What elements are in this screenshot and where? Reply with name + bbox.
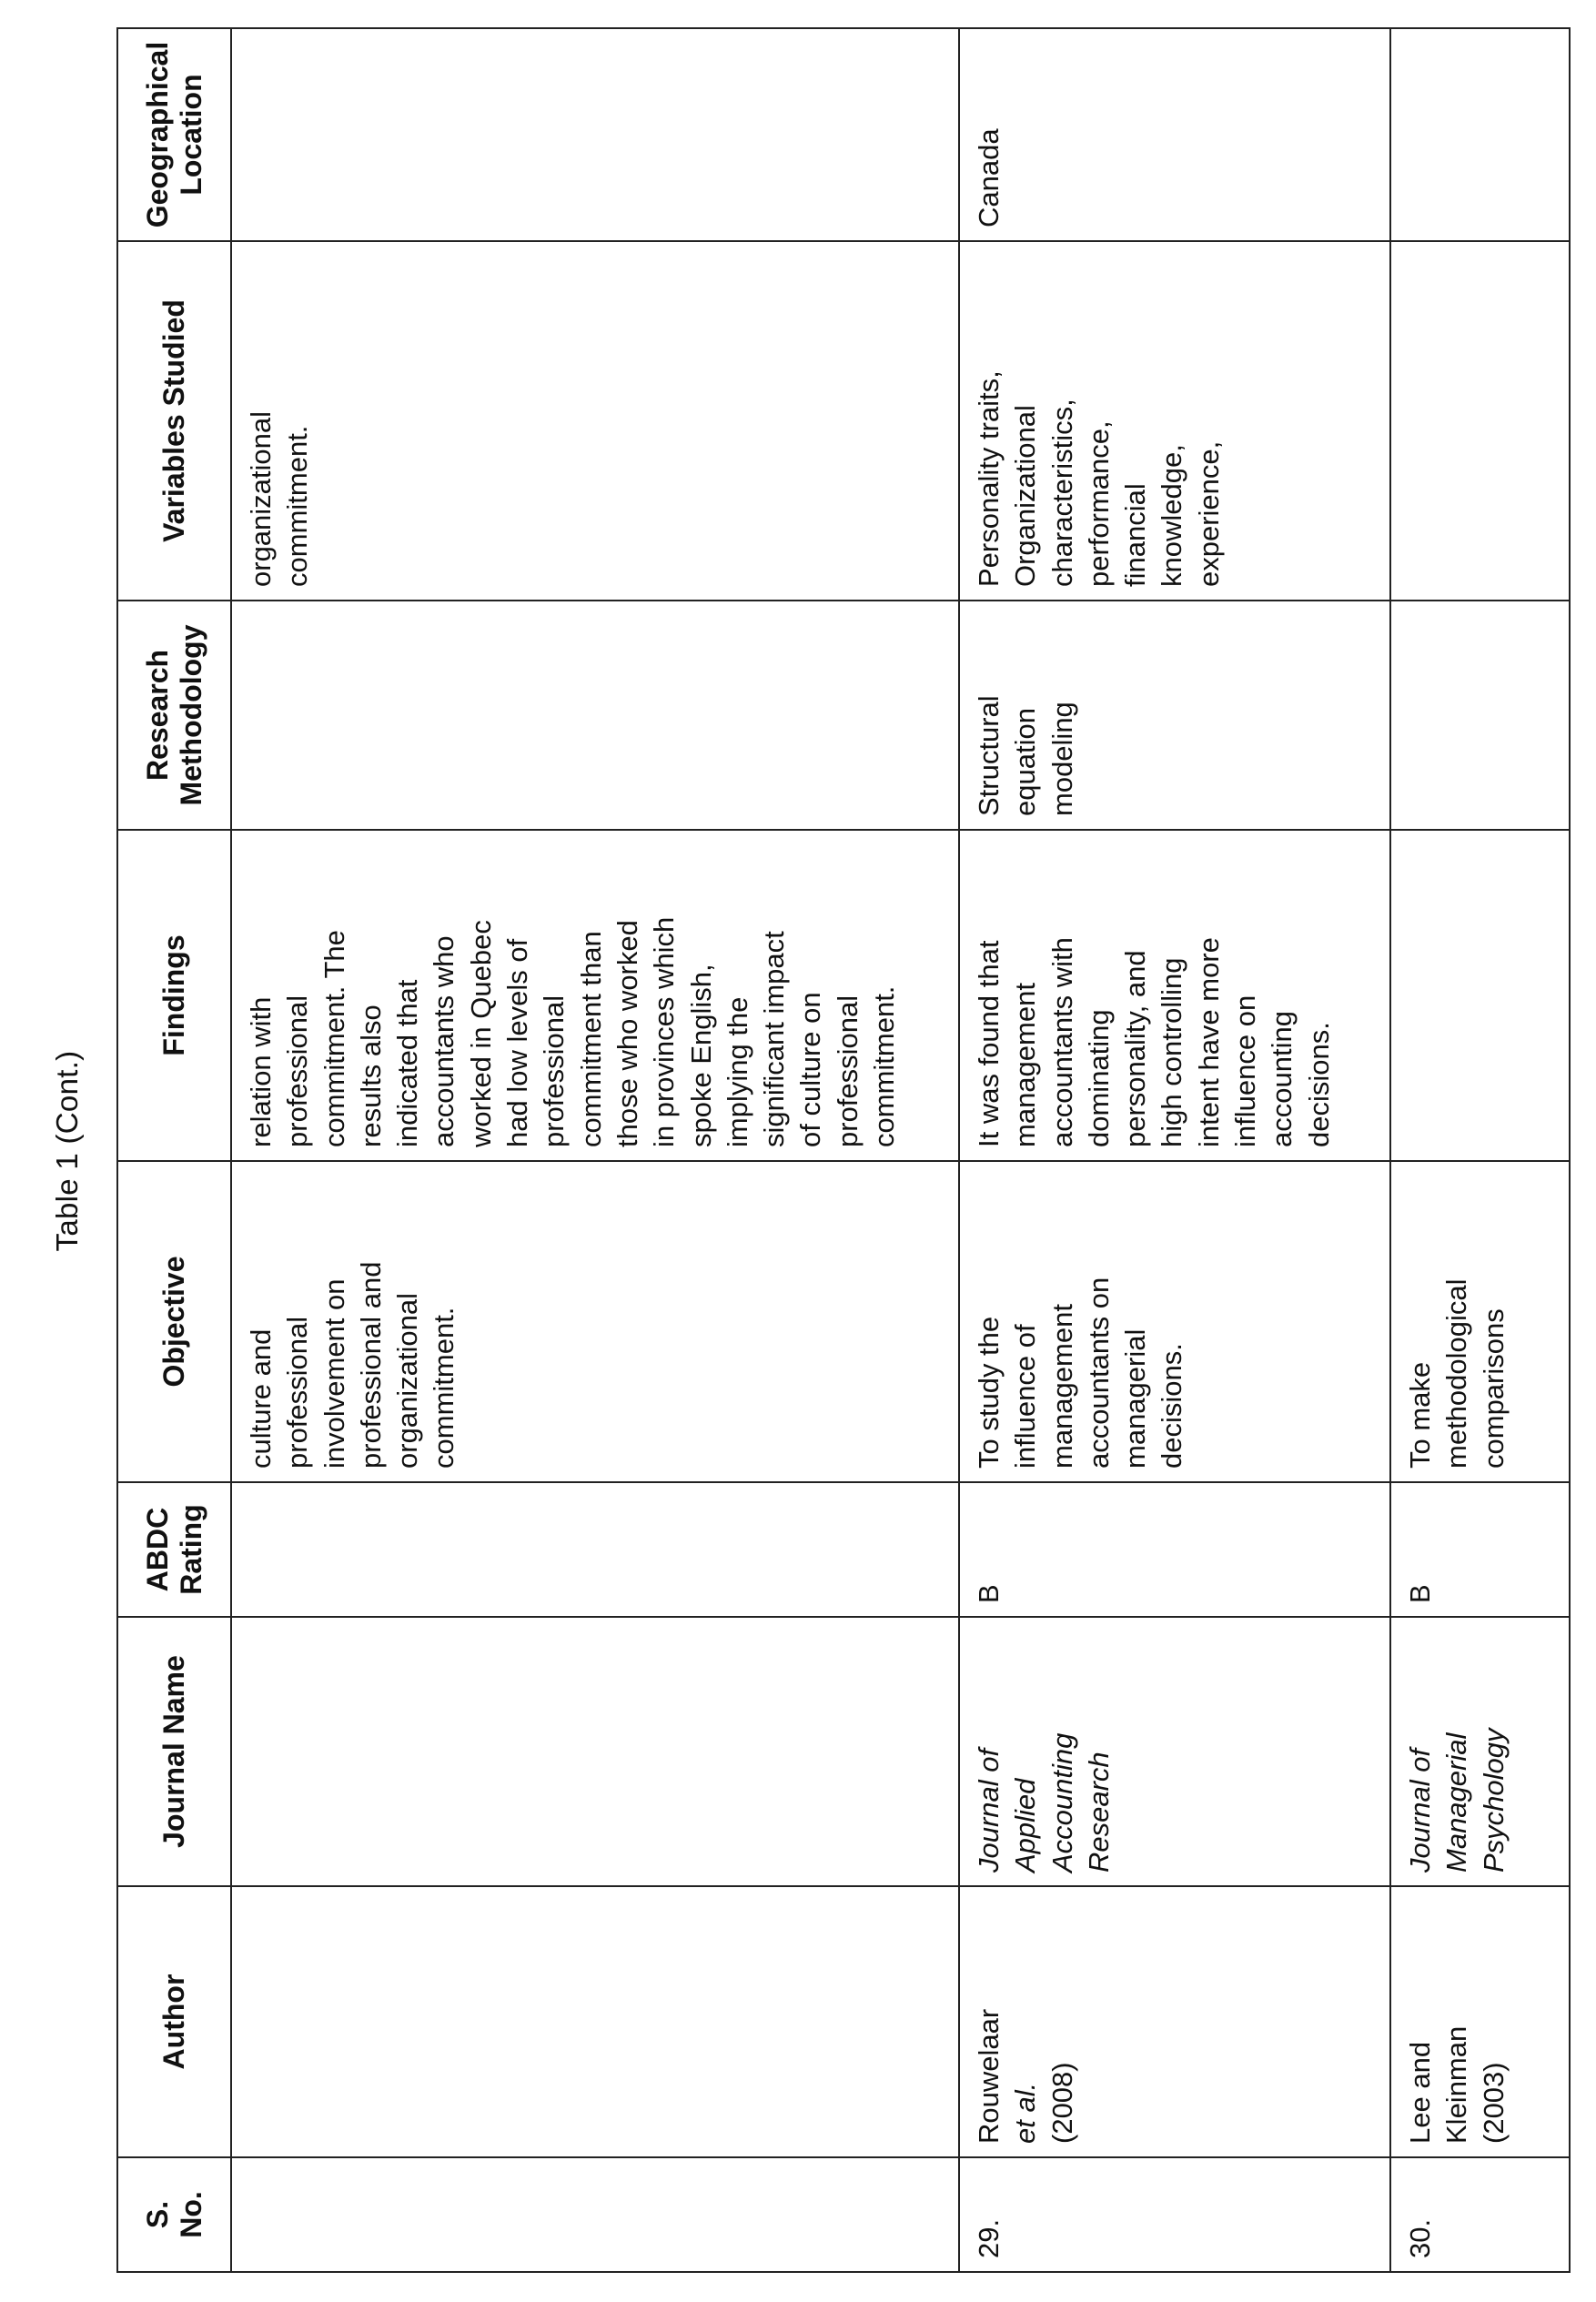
literature-review-table (116, 27, 1571, 2273)
cell-objective: To study the influence of management accountants on managerial decisions. (959, 1161, 1390, 1482)
cell-sno (231, 2157, 959, 2272)
cell-location (231, 28, 959, 241)
header-findings: Findings (117, 830, 231, 1161)
header-method: Research Methodology (117, 601, 231, 830)
author-year: (2008) (1045, 2062, 1078, 2144)
cell-method: Structural equation modeling (959, 601, 1390, 830)
cell-sno: 29. (959, 2157, 1390, 2272)
header-location: Geographical Location (117, 28, 231, 241)
cell-author (231, 1886, 959, 2157)
header-sno: S. No. (117, 2157, 231, 2272)
cell-journal (231, 1617, 959, 1886)
cell-journal: Journal of Managerial Psychology (1390, 1617, 1570, 1886)
cell-variables: organizational commitment. (231, 241, 959, 601)
table-caption: Table 1 (Cont.) (50, 1050, 84, 1252)
cell-method (231, 601, 959, 830)
cell-location (1390, 28, 1570, 241)
cell-abdc: B (1390, 1482, 1570, 1617)
cell-findings: It was found that management accountants with dominating personality, and high controlling intent have more influence on accounting decisions. (959, 830, 1390, 1161)
cell-findings (1390, 830, 1570, 1161)
cell-location: Canada (959, 28, 1390, 241)
header-variables: Variables Studied (117, 241, 231, 601)
cell-objective: culture and professional involvement on professional and organizational commitment. (231, 1161, 959, 1482)
header-author: Author (117, 1886, 231, 2157)
header-abdc: ABDC Rating (117, 1482, 231, 1617)
cell-author: Lee and Kleinman (2003) (1390, 1886, 1570, 2157)
cell-sno: 30. (1390, 2157, 1570, 2272)
cell-variables (1390, 241, 1570, 601)
cell-objective: To make methodological comparisons (1390, 1161, 1570, 1482)
cell-abdc (231, 1482, 959, 1617)
cell-findings: relation with professional commitment. The results also indicated that accountants who worked in Quebec had low levels of professional commitment than those who worked in provinces which spoke English, implying the significant impact of culture on professional commitment. (231, 830, 959, 1161)
author-name: Rouwelaar (973, 2008, 1005, 2144)
table-header-row (117, 28, 231, 2272)
cell-author (959, 1886, 1390, 2157)
header-journal: Journal Name (117, 1617, 231, 1886)
cell-method (1390, 601, 1570, 830)
table-row (1390, 28, 1570, 2272)
author-etal: et al. (1009, 2082, 1042, 2144)
cell-variables: Personality traits, Organizational characteristics, performance, financial knowledge, experience, (959, 241, 1390, 601)
table-row (231, 28, 959, 2272)
table-row (959, 28, 1390, 2272)
cell-abdc: B (959, 1482, 1390, 1617)
cell-journal: Journal of Applied Accounting Research (959, 1617, 1390, 1886)
header-objective: Objective (117, 1161, 231, 1482)
